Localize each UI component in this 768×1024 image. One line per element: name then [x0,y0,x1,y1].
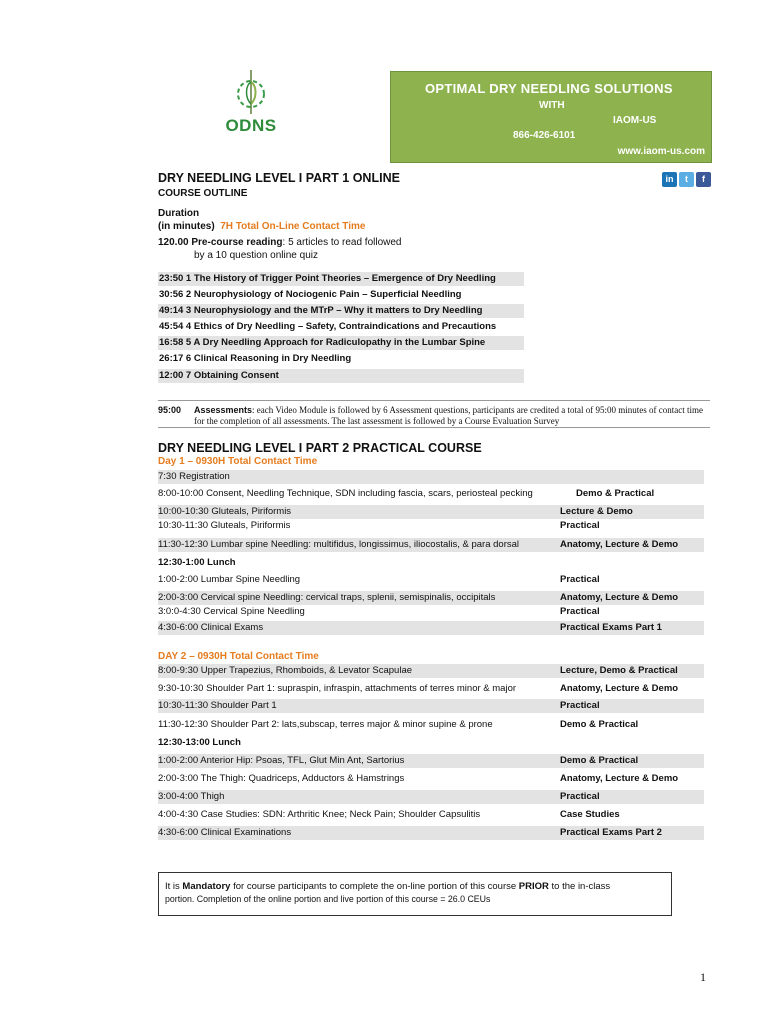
table-row [158,772,704,786]
pre-text-line2: by a 10 question online quiz [194,250,318,261]
session-type: Practical [560,520,600,531]
note-mandatory: Mandatory [182,881,231,892]
facebook-icon[interactable]: f [696,172,711,187]
minutes-label: (in minutes) [158,221,215,232]
session-desc: 10:00-10:30 Gluteals, Piriformis [158,506,292,517]
pre-code: 120.00 [158,237,189,248]
twitter-icon[interactable]: t [679,172,694,187]
session-desc: 1:00-2:00 Anterior Hip: Psoas, TFL, Glut Min Ant, Sartorius [158,755,405,766]
session-desc: 3:00-4:00 Thigh [158,791,225,802]
table-row [158,621,704,635]
session-desc: 2:00-3:00 The Thigh: Quadriceps, Adductors & Hamstrings [158,773,405,784]
table-row [158,699,704,713]
session-type: Practical Exams Part 2 [560,827,662,838]
session-desc: 3:0:0-4:30 Cervical Spine Needling [158,606,305,617]
social-links [662,172,711,187]
session-type: Anatomy, Lecture & Demo [560,592,679,603]
module-row: 16:58 5 A Dry Needling Approach for Radiculopathy in the Lumbar Spine [158,336,524,350]
assess-label: Assessments [194,405,253,415]
pre-course-reading [158,236,401,262]
module-row: 49:14 3 Neurophysiology and the MTrP – Why it matters to Dry Needling [158,304,524,318]
duration-minutes-line [158,220,365,233]
session-desc: 8:00-10:00 Consent, Needling Technique, SDN including fascia, scars, periosteal pecking [158,488,533,499]
module-row: 30:56 2 Neurophysiology of Nociogenic Pain – Superficial Needling [159,289,462,300]
assess-code: 95:00 [158,405,182,415]
assess-text: : each Video Module is followed by 6 Assessment questions, participants are credited a total of 95:00 minutes of contact time for the completion of all assessments. The last assessment is followed by a Course Evaluation Survey [194,405,703,426]
module-row: 26:17 6 Clinical Reasoning in Dry Needling [159,353,352,364]
session-type: Practical [560,606,600,617]
banner-phone: 866-426-6101 [513,130,576,141]
header-banner [390,71,712,163]
note-text: for course participants to complete the on-line portion of this course [230,881,519,892]
assess-text-block [194,405,710,427]
session-type: Practical Exams Part 1 [560,622,662,633]
day2-title: DAY 2 – 0930H Total Contact Time [158,651,319,662]
session-type: Demo & Practical [560,719,639,730]
session-desc: 9:30-10:30 Shoulder Part 1: supraspin, infraspin, attachments of terres minor & major [158,683,517,694]
table-row [158,718,704,732]
table-row [158,664,704,678]
mandatory-note [158,872,672,916]
needle-leaf-icon [231,68,271,116]
pre-text: : 5 articles to read followed [282,237,402,248]
note-text: It is [165,881,183,892]
table-row [158,826,704,840]
session-type: Practical [560,700,600,711]
odns-logo [216,68,286,138]
session-type: Anatomy, Lecture & Demo [560,539,679,550]
banner-title: OPTIMAL DRY NEEDLING SOLUTIONS [425,81,673,96]
total-online-time: 7H Total On-Line Contact Time [220,221,366,232]
assessments-block [158,400,710,428]
table-row [158,505,704,519]
module-row: 12:00 7 Obtaining Consent [158,369,524,383]
banner-website[interactable]: www.iaom-us.com [617,146,705,157]
session-desc: 4:00-4:30 Case Studies: SDN: Arthritic Knee; Neck Pain; Shoulder Capsulitis [158,809,481,820]
banner-with: WITH [539,100,565,111]
session-type: Practical [560,791,600,802]
module-row: 45:54 4 Ethics of Dry Needling – Safety, Contraindications and Precautions [159,321,497,332]
session-type: Case Studies [560,809,620,820]
session-desc: 11:30-12:30 Lumbar spine Needling: multifidus, longissimus, iliocostalis, & para dorsal [158,539,520,550]
session-desc: 4:30-6:00 Clinical Exams [158,622,264,633]
session-desc: 10:30-11:30 Shoulder Part 1 [158,700,277,711]
session-desc: 11:30-12:30 Shoulder Part 2: lats,subscap, terres major & minor supine & prone [158,719,493,730]
session-type: Demo & Practical [576,488,655,499]
table-row [158,736,704,750]
page-number: 1 [700,970,706,984]
session-type: Anatomy, Lecture & Demo [560,773,679,784]
table-row [158,754,704,768]
part1-subtitle: COURSE OUTLINE [158,188,248,199]
session-type: Anatomy, Lecture & Demo [560,683,679,694]
table-row [158,487,704,501]
session-type: Practical [560,574,600,585]
session-type: Demo & Practical [560,755,639,766]
session-desc: 8:00-9:30 Upper Trapezius, Rhomboids, & Levator Scapulae [158,665,413,676]
session-desc: 10:30-11:30 Gluteals, Piriformis [158,520,291,531]
day1-title: Day 1 – 0930H Total Contact Time [158,456,318,467]
table-row [158,591,704,605]
table-row [158,605,704,619]
part2-title: DRY NEEDLING LEVEL I PART 2 PRACTICAL COURSE [158,441,482,455]
pre-label: Pre-course reading [191,237,283,248]
table-row [158,538,704,552]
table-row [158,519,704,533]
table-row [158,790,704,804]
duration-label: Duration [158,208,200,219]
session-type: Lecture & Demo [560,506,633,517]
banner-org: IAOM-US [613,115,657,126]
table-row [158,573,704,587]
table-row [158,808,704,822]
note-ceus: portion. Completion of the online portion and live portion of this course = 26.0 CEUs [165,894,491,904]
table-row [158,556,704,570]
session-desc: 1:00-2:00 Lumbar Spine Needling [158,574,301,585]
part1-title: DRY NEEDLING LEVEL I PART 1 ONLINE [158,171,400,185]
note-prior: PRIOR [518,881,549,892]
session-desc: 12:30-13:00 Lunch [158,737,241,748]
session-type: Lecture, Demo & Practical [560,665,678,676]
table-row [158,470,704,484]
table-row [158,682,704,696]
linkedin-icon[interactable]: in [662,172,677,187]
session-desc: 12:30-1:00 Lunch [158,557,236,568]
module-row: 23:50 1 The History of Trigger Point Theories – Emergence of Dry Needling [158,272,524,286]
duration-block [158,207,365,233]
note-text: to the in-class [548,881,611,892]
logo-text: ODNS [225,116,277,135]
session-desc: 7:30 Registration [158,471,230,482]
session-desc: 4:30-6:00 Clinical Examinations [158,827,292,838]
session-desc: 2:00-3:00 Cervical spine Needling: cervical traps, splenii, semispinalis, occipitals [158,592,496,603]
